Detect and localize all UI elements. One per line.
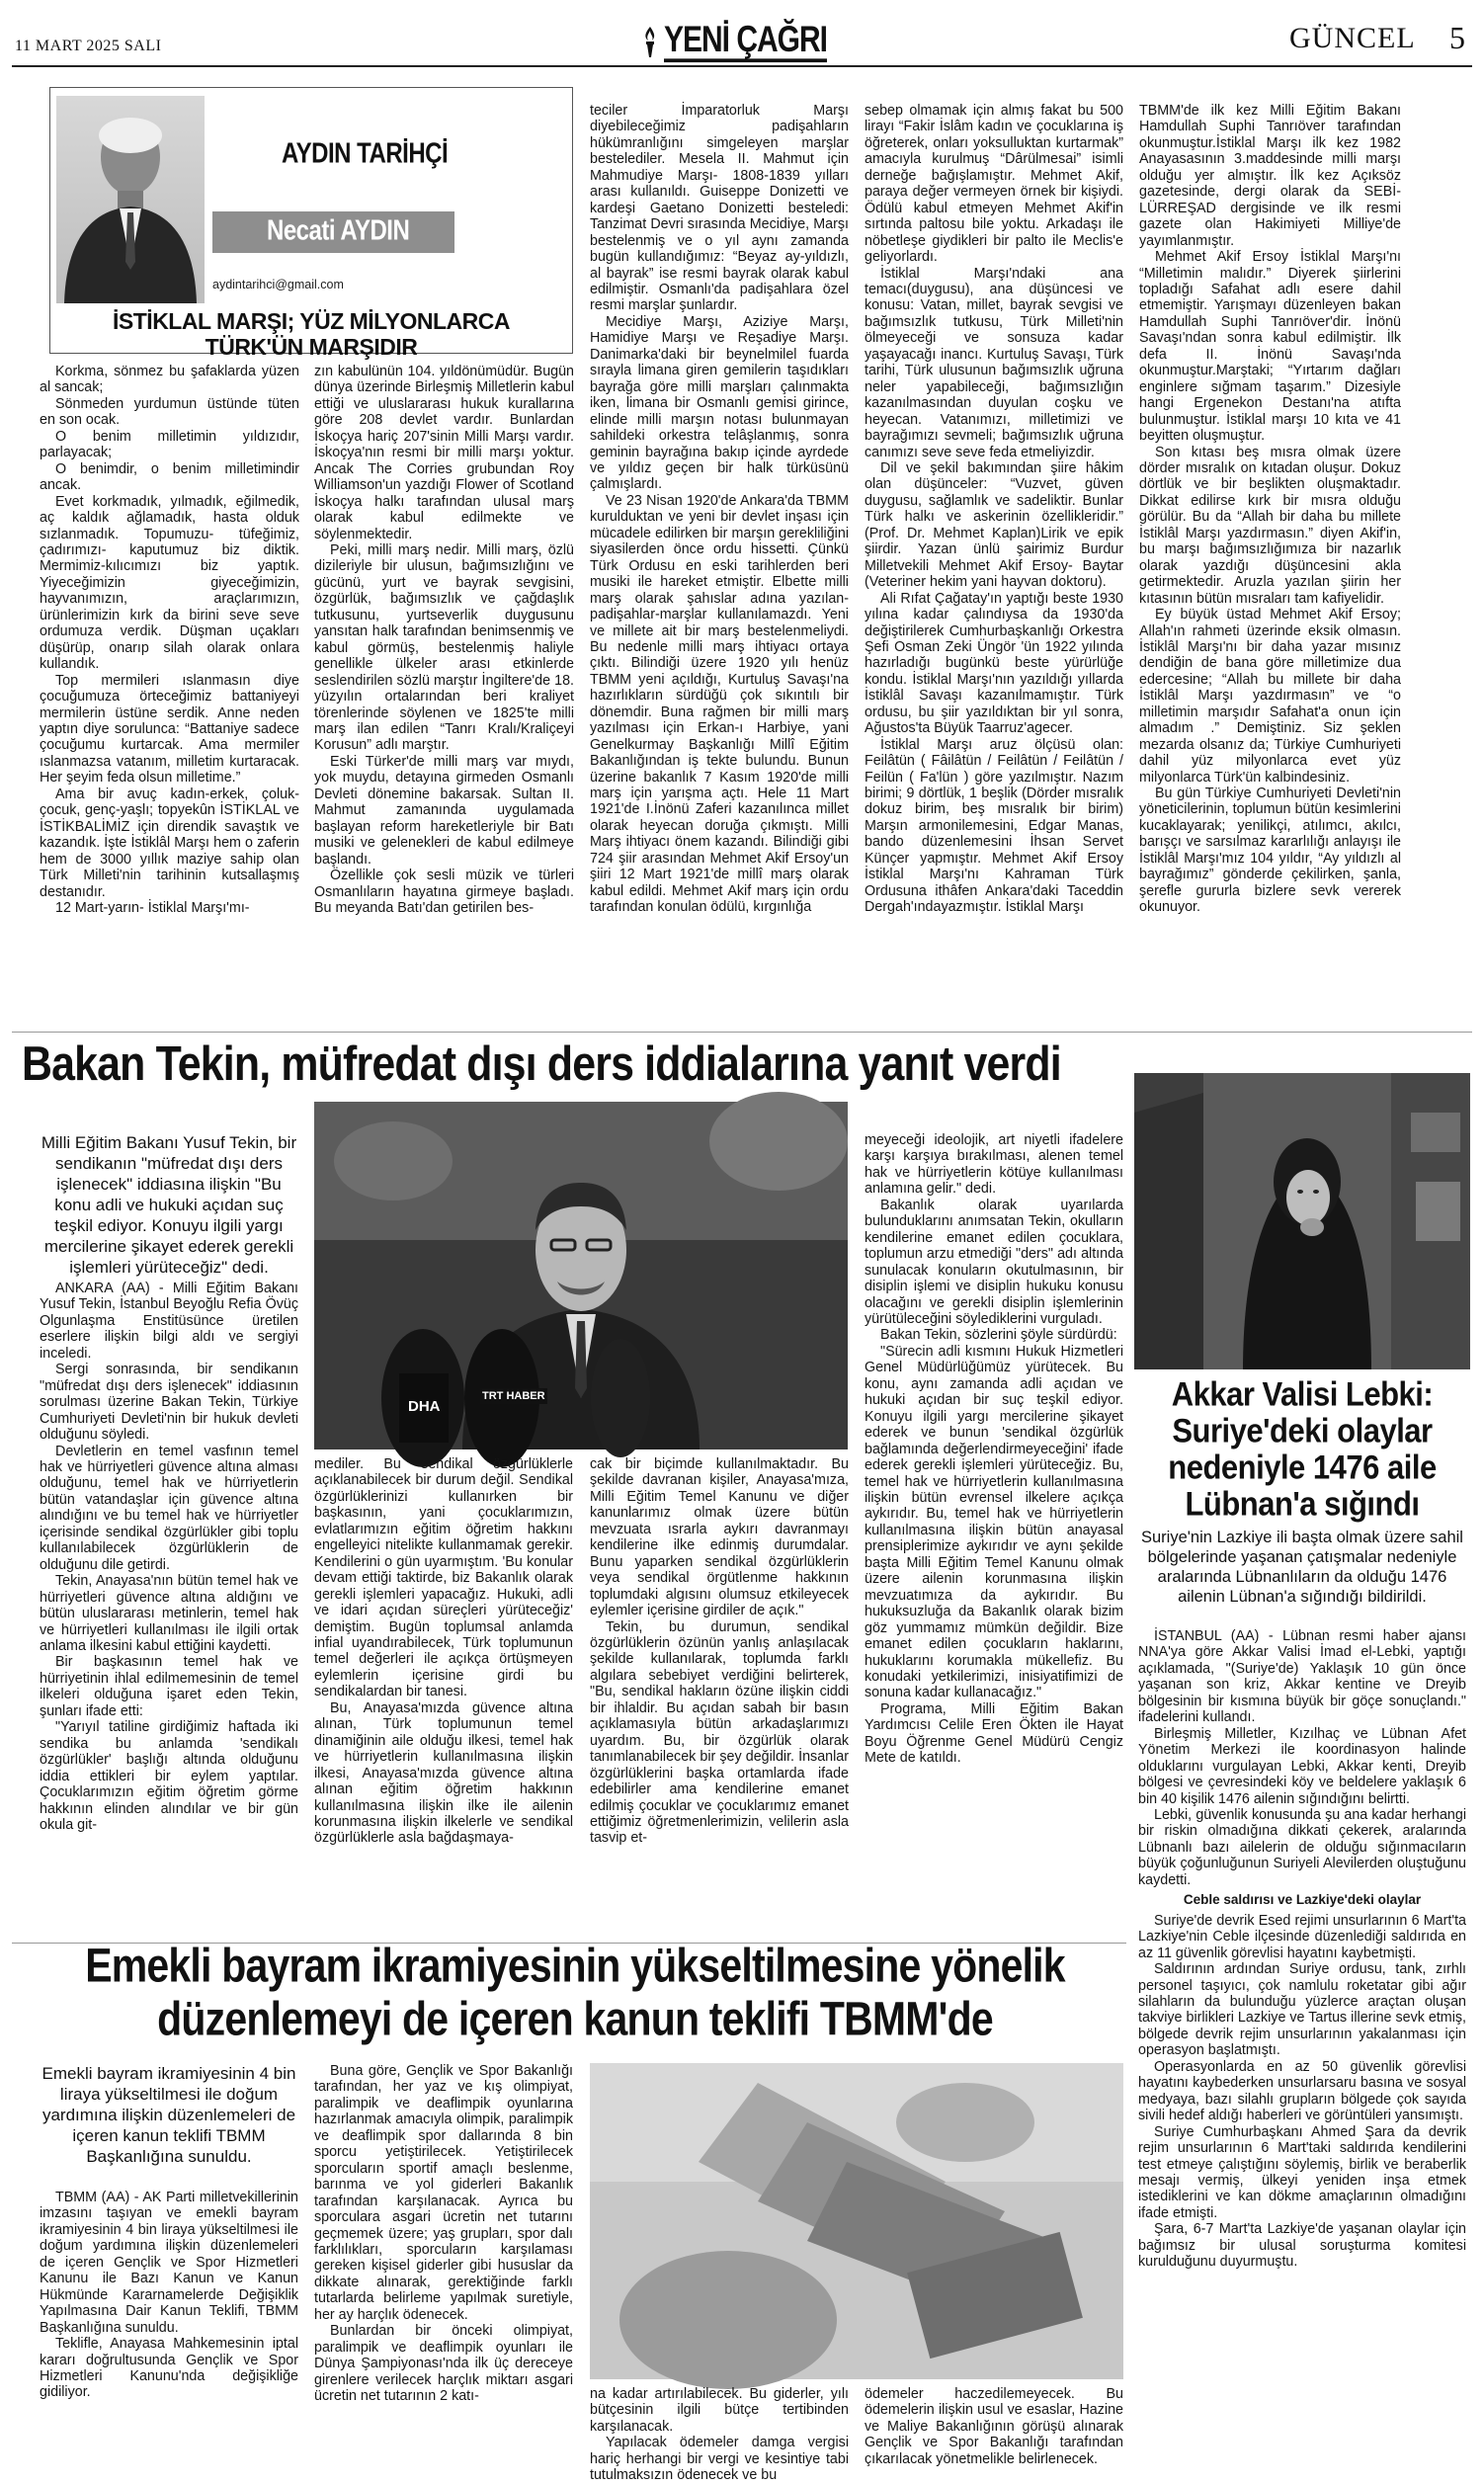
paragraph: Devletlerin en temel vasfının temel hak ve hürriyetleri güvence altına alması olduğunu, temel hak ve hürriyetlerin bütün vatandaşlar için güvence altına alındığını ve bu temel hak ve hürriyetler içerisinde sendikal özgürlükler gibi toplu kullanılabilecek özgürlüklerin de olduğunu dile getirdi. xyxy=(40,1443,298,1573)
paragraph: Yapılacak ödemeler damga vergisi hariç herhangi bir vergi ve kesintiye tabi tutulmaksızın ödenecek ve bu xyxy=(590,2435,849,2484)
torch-icon xyxy=(640,25,660,58)
paragraph: Programa, Milli Eğitim Bakan Yardımcısı Celile Eren Ökten ile Hayat Boyu Öğrenme Genel Müdürü Cengiz Mete de katıldı. xyxy=(865,1700,1123,1767)
page-number: 5 xyxy=(1449,20,1465,55)
column-text-col4 xyxy=(865,103,1123,1026)
paragraph: zın kabulünün 104. yıldönümüdür. Bugün dünya üzerinde Birleşmiş Milletlerin kabul ettiği ve uluslararası hukuk kurallarına göre 208 devlet vardır. Bunlardan İskoçya hariç 207'sinin Milli Marşı vardır. İskoçya'nın resmi bir milli marşı yoktur. Ancak The Corries grubundan Roy Williamson'un yazdığı Flower of Scotland İskoçya halkı tarafından ulusal marş olarak kabul edilmekte ve söylenmektedir. xyxy=(314,364,574,542)
tekin-col4 xyxy=(865,1132,1123,1939)
tekin-col1 xyxy=(40,1281,298,1939)
column-title xyxy=(59,308,563,360)
paragraph: TBMM (AA) - AK Parti milletvekillerinin imzasını taşıyan ve emekli bayram ikramiyesinin 4 bin liraya yükseltilmesi ile doğum yardımına ilişkin düzenlemeleri de içeren Gençlik ve Spor Hizmetleri Kanunu ile Bazı Kanun ve Kanun Hükmünde Kararnamelerde Değişiklik Yapılmasına Dair Kanun Teklifi, TBMM Başkanlığına sunuldu. xyxy=(40,2190,298,2336)
column-text-col1 xyxy=(40,364,299,1026)
newspaper-logo xyxy=(640,18,828,61)
paragraph: "Sürecin adli kısmını Hukuk Hizmetleri Genel Müdürlüğümüz yürütecek. Bu konu, aynı zamanda adli açıdan ve hukuki açıdan bir suç teşkil ediyor. Konuyu ilgili yargı mercilerine şikayet ederek ve bunun 'sendikal özgürlük bağlamında değerlendirmeyeceğini' ifade ederek gerekli işlemleri yürüteceğiz. Bu, temel hak ve hürriyetlerin kullanılmasına ilişkin bütün evrensel ilkelere açıkça aykırıdır. Bu, temel hak ve hürriyetlerin kullanılmasına ilişkin bütün anayasal prensiplerimize aykırıdır ve aynı şekilde başta Milli Eğitim Temel Kanunu olmak üzere ailenin korunmasına ilişkin mevzuatımıza da aykırıdır. Bu hukuksuzluğa da Bakanlık olarak bizim göz yummamız mümkün değildir. Bize emanet edilen çocukların haklarını, hukuklarını korumakla mükellefiz. Bu konudaki yetkilerimizi, inisiyatifimizi de sonuna kadar kullanacağız." xyxy=(865,1343,1123,1701)
emekli-headline-line2: düzenlemeyi de içeren kanun teklifi TBMM'de xyxy=(157,1991,993,2046)
paragraph: 12 Mart-yarın- İstiklal Marşı'mı- xyxy=(55,899,250,916)
paragraph: Sergi sonrasında, bir sendikanın "müfredat dışı ders işlenecek" iddiasının sorulması üzerine Bakan Tekin, Türkiye Cumhuriyeti Devleti'nin bir hukuk devleti olduğunu söyledi. xyxy=(40,1362,298,1444)
akkar-lead: Suriye'nin Lazkiye ili başta olmak üzere sahil bölgelerinde yaşanan çatışmalar nedeniyle aralarında Lübnanlıların da olduğu 1476 ailenin Lübnan'a sığındığı bildirildi. xyxy=(1141,1529,1463,1606)
paragraph: Peki, milli marş nedir. Milli marş, özlü dizileriyle bir ulusun, bağımsızlığını ve gücünü, yurt ve bayrak sevgisini, özgürlük, bağımsızlık ve çağdaşlık tutkusunu, yurtseverlik duygusunu yansıtan halk tarafından benimsenmiş ve kabul görmüş, bestelenmiş haliyle genellikle ülkeler arası etkinlerde seslendirilen sözlü marştır İngiltere'de 18. yüzyılın ortalarından beri kraliyet törenlerinde söylenen ve 1825'te milli marş ilan edilen “Tanrı Kralı/Kraliçeyi Korusun” adlı marştır. xyxy=(314,541,574,754)
tekin-col2 xyxy=(314,1456,573,1939)
tekin-lead: Milli Eğitim Bakanı Yusuf Tekin, bir sendikanın "müfredat dışı ders işlenecek" iddiasına ilişkin "Bu konu adli ve hukuki açıdan suç teşkil ediyor. Konuyu ilgili yargı mercilerine şikayet ederek gerekli işlemleri yürüteceğiz" dedi. xyxy=(41,1133,297,1277)
paragraph: "Yarıyıl tatiline girdiğimiz haftada iki sendika bu anlamda 'sendikalı özgürlükler' başlığı altında olduğunu iddia ettikleri bir eylem yaptılar. Çocuklarımızın eğitim öğretim görme hakkının elinden alındılar ve bir gün okula git- xyxy=(40,1719,298,1833)
paragraph: ANKARA (AA) - Milli Eğitim Bakanı Yusuf Tekin, İstanbul Beyoğlu Refia Övüç Olgunlaşma Enstitüsünce üretilen eserlere ilişkin bilgi aldı ve sergiyi inceledi. xyxy=(40,1281,298,1362)
page-date: 11 MART 2025 SALI xyxy=(15,38,162,54)
akkar-subhead: Ceble saldırısı ve Lazkiye'deki olaylar xyxy=(1183,1892,1422,1908)
paragraph: Teklifle, Anayasa Mahkemesinin iptal kararı doğrultusunda Gençlik ve Spor Hizmetleri Kanunu'nda değişikliğe gidiliyor. xyxy=(40,2336,298,2401)
mic-label-dha: DHA xyxy=(408,1398,441,1415)
paragraph: Şara, 6-7 Mart'ta Lazkiye'de yaşanan olaylar için bağımsız bir ulusal soruşturma komitesi kurulduğunu duyurmuştu. xyxy=(1138,2221,1466,2271)
author-photo xyxy=(56,96,205,303)
paragraph: Bunlardan bir önceki olimpiyat, paralimpik ve deaflimpik oyunları ile Dünya Şampiyonası'nda ilk üç dereceye girenlere verilecek harçlık miktarı asgari ücretin net tutarının 2 katı- xyxy=(314,2323,573,2405)
paragraph: Bakanlık olarak uyarılarda bulunduklarını anımsatan Tekin, okulların kendilerine emanet edilen çocuklara, toplumun arzu etmediği "ders" adı altında sunulacak konuların okutulmasının, bir disiplin işlemi ve disiplin hukuku konusu olacağını ve gerekli disiplin işlemlerinin yürütüleceğini söylediklerini vurguladı. xyxy=(865,1197,1123,1327)
paragraph: Evet korkmadık, yılmadık, eğilmedik, aç kaldık ağlamadık, hasta olduk sızlanmadık. Topumuzu- tüfeğimiz, çadırımızı- kaputumuz biz diktik. Mermimiz-kılıcımızı biz yaptık. Yiyeceğimizin giyeceğimizin, hayvanımızın, araçlarımızın, ürünlerimizin kırk da birini seve seve ordumuza verdik. Düşman uçakları düşürüp, onarıp silah olarak onlara kullandık. xyxy=(40,493,299,673)
section-name: GÜNCEL xyxy=(1289,22,1416,54)
paragraph: Top mermileri ıslanmasın diye çocuğumuza örteceğimiz battaniyeyi mermilerin üstüne serdik. Anne neden yaptın diye sorulunca: “Battaniye sadece çocuğumu kurtarcak. Ama mermiler ıslanmazsa vatanım, milletim kurtaracak. Her şeyim feda olsun milletime.” xyxy=(40,672,299,787)
paragraph: İSTANBUL (AA) - Lübnan resmi haber ajansı NNA'ya göre Akkar Valisi İmad el-Lebki, yaptığı açıklamada, "(Suriye'de) Yaklaşık 10 gün önce yaşanan son kriz, Akkar kentine ve Dreyib bölgesinin bir kısmına büyük bir göçe sonuçlandı." ifadelerini kullandı. xyxy=(1138,1628,1466,1726)
paragraph: İstiklal Marşı'ndaki ana temacı(duygusu), ana düşüncesi ve konusu: Vatan, millet, bayrak sevgisi ve bağımsızlık tutkusu, Türk Milleti'nin ölmeyeceği ve sonsuza kadar yaşayacağı inancı. Kurtuluş Savaşı, Türk tarihi, Türk ulusunun bağımsızlık uğruna neler yapabileceği, bağımsızlığın kazanılmasından duyulan coşku ve heyecan. Vatanımızı, milletimizi ve bayrağımızı sevmeli; bağımsızlık uğruna canımızı seve seve feda etmeliyizdir. xyxy=(865,265,1123,460)
mic-label-trt: TRT HABER xyxy=(482,1390,545,1402)
column-title-line1: İSTİKLAL MARŞI; YÜZ MİLYONLARCA xyxy=(113,308,510,334)
paragraph: Bu, Anayasa'mızda güvence altına alınan, Türk toplumunun temel dinamiğinin aile olduğu ilkesi, temel hak ve hürriyetlerin kullanılmasına ilişkin ilkesi, Anayasa'mızda güvence altına alınan eğitim öğretim hakkının kullanılmasına ilişkin ilke ile ailenin korunmasına ilişkin ilkelerle ve sendikal özgürlüklerle asla bağdaşmaya- xyxy=(314,1699,573,1847)
paragraph: na kadar artırılabilecek. Bu giderler, yılı bütçesinin ilgili bütçe tertibinden karşılanacak. xyxy=(590,2386,849,2435)
paragraph: Dil ve şekil bakımından şiire hâkim olan düşünceler: “Vuzvet, güven duygusu, sağlamlık ve sadeliktir. Bunlar Türk halkı ve askerinin özellikleridir.” (Prof. Dr. Mehmet Kaplan)Lirik ve epik şiirdir. Yazan ünlü şairimiz Burdur Milletvekili Mehmet Akif Ersoy- Baytar (Veteriner hekim yani hayvan doktoru). xyxy=(865,459,1123,591)
paragraph: Bir başkasının temel hak ve hürriyetinin ihlal edilmemesinin de temel ilkeleri olduğuna işaret eden Tekin, şunları ifade etti: xyxy=(40,1654,298,1719)
paragraph: Özellikle çok sesli müzik ve türleri Osmanlıların hayatına girmeye başladı. Bu meyanda Batı'dan getirilen bes- xyxy=(314,868,574,916)
paragraph: İstiklal Marşı aruz ölçüsü olan: Feilâtün ( Fâilâtün / Feilâtün / Feilâtün / Feilün ( Fa'lün ) göre yazılmıştır. Nazım birimi; 9 dörtlük, 1 beşlik (Dörder mısralık dokuz birim, beş mısralık bir birim) Marşın armonilemesini, Edgar Manas, bando düzenlemesini İhsan Servet Künçer yapmıştır. Mehmet Akif Ersoy İstiklal Marşı'nı Kahraman Türk Ordusuna ithâfen Ankara'daki Taceddin Dergah'ındayazmıştır. İstiklal Marşı xyxy=(865,736,1123,916)
paragraph: O benim milletimin yıldızıdır, parlayacak; xyxy=(40,428,299,461)
tekin-headline: Bakan Tekin, müfredat dışı ders iddialarına yanıt verdi xyxy=(22,1035,1061,1091)
column-text-col5 xyxy=(1139,103,1401,1026)
author-email: aydintarihci@gmail.com xyxy=(212,278,344,291)
paragraph: Mehmet Akif Ersoy İstiklal Marşı'nı “Milletimin malıdır.” Diyerek şiirlerini topladığı Safahat adlı esere dahil etmemiştir. Yarışmayı düzenleyen bakan Hamdullah Suphi Tanrıöver'dir. İnönü Savaşı'ndan sonra kabul edilmiştir. İlk defa II. İnönü Savaşı'nda okunmuştur.Marştaki; “Yırtarım dağları enginlere sığmam taşarım.” Dizesiyle hangi Ergenekon Destanı'na atıfta bulunmuştur. İstiklal marşı 10 kıta ve 41 beyitten oluşmuştur. xyxy=(1139,249,1401,445)
author-name: Necati AYDIN xyxy=(267,214,410,247)
paragraph: Sönmeden yurdumun üstünde tüten en son ocak. xyxy=(40,395,299,429)
paragraph: Tekin, Anayasa'nın bütün temel hak ve hürriyetleri güvence altına aldığını ve bütün uluslararası metinlerin, temel hak ve hürriyetleri kullanılması ile ilgili ortak anlama ilkesini kabul ettiğini kaydetti. xyxy=(40,1573,298,1654)
logo-text: YENİ ÇAĞRI xyxy=(664,21,827,61)
paragraph: Saldırının ardından Suriye ordusu, tank, zırhlı personel taşıyıcı, çok namlulu roketatar gibi ağır silahların da bulunduğu yüzlerce araçtan oluşan takviye birlikleri Lazkiye ve Tartus illerine sevk etmiş, bölgede devrik rejim unsurlarının yakalanması için operasyon başlatmıştı. xyxy=(1138,1961,1466,2059)
column-divider xyxy=(12,1032,1472,1033)
emekli-col1 xyxy=(40,2190,298,2470)
paragraph: sebep olmamak için almış fakat bu 500 lirayı “Fakir İslâm kadın ve çocuklarına iş öğreterek, onları yoksulluktan kurtarmak” amacıyla kurulmuş “Dârülmesai” isimli derneğe bağışlamıştır. Mehmet Akif, paraya değer vermeyen örnek bir kişiydi. Ödülü kabul etmeyen Mehmet Akif'in sırtında paltosu bile yoktu. Arkadaşı ile nöbetleşe giydikleri bir palto ile Meclis'e geliyorlardı. xyxy=(865,103,1123,266)
paragraph: Buna göre, Gençlik ve Spor Bakanlığı tarafından, her yaz ve kış olimpiyat, paralimpik ve deaflimpik oyunlarına hazırlanmak amacıyla olimpik, paralimpik ve deaflimpik spor dallarında 8 bin sporcu yetiştirilecek. Yetiştirilecek sporcuların sportif amaçlı beslenme, barınma ve yol giderleri Bakanlık tarafından karşılanacak. Ayrıca bu sporculara asgari ücretin net tutarını geçmemek üzere; yaş grupları, spor dalı farklılıkları, sporcuların karşılaması gereken kişisel giderler gibi hususlar da dikkate alınarak, gerektiğinde farklı tutarlarda belirleme yapılmak suretiyle, her ay harçlık ödenecek. xyxy=(314,2063,573,2323)
paragraph: Ve 23 Nisan 1920'de Ankara'da TBMM kurulduktan ve yeni bir devlet inşası için mücadele edilirken bir marşın gerekliliğini siyasilerden önce ordu hissetti. Çünkü Türk Ordusu en eski tarihlerden beri musiki ile hareket etmiştir. Elbette milli marş olarak şahıslar adına yazılan-padişahlar-marşlar kullanılamazdı. Yeni ve millete ait bir marş bestelenmeliydi. Bu nedenle milli marş ihtiyacı ortaya çıktı. Bilindiği üzere 1920 yılı henüz TBMM yeni açıldığı, Kurtuluş Savaşı'na hazırlıkların sürdüğü çok sıkıntılı bir dönemdir. Buna rağmen bir milli marş yazılması için Erkan-ı Harbiye, yani Genelkurmay Başkanlığı Millî Eğitim Bakanlığından iş tekte bulundu. Bunun üzerine bakanlık 7 Kasım 1920'de milli marş için yarışma açtı. Hele 11 Mart 1921'de I.İnönü Zaferi kazanılınca millet olarak heyecan doruğa çıkmıştı. Milli Marş ihtiyacı önem kazandı. Bilindiği gibi 724 şiir arasından Mehmet Akif Ersoy'un şiiri 12 Mart 1921'de millî marş olarak kabul edildi. Mehmet Akif marş için ordu tarafından konulan ödülü, kırgınlığa xyxy=(590,492,849,916)
emekli-lead: Emekli bayram ikramiyesinin 4 bin liraya yükseltilmesi ile doğum yardımına ilişkin düzenlemeleri de içeren kanun teklifi TBMM Başkanlığına sunuldu. xyxy=(41,2064,296,2166)
akkar-headline-line3: nedeniyle 1476 aile xyxy=(1168,1447,1437,1487)
paragraph: Tekin, bu durumun, sendikal özgürlüklerin özünün yanlış anlaşılacak şekilde kullanılarak, toplumda farklı algılara sebebiyet verdiğini belirterek, "Bu, sendikal hakların özüne ilişkin ciddi bir ihlaldir. Bu açıdan sabah bir basın açıklamasıyla bütün arkadaşlarımızı uyardım. Bu, bir özgürlük olarak tanımlanabilecek bir şey değildir. İnsanlar özgürlüklerini başka ortamlarda ifade edebilirler ama kendilerine emanet edilmiş çocuklar ve çocuklarımız emanet ettiğimiz öğretmenlerimizin, velilerin asla tasvip et- xyxy=(590,1618,849,1847)
masthead-rule xyxy=(12,65,1472,67)
tekin-col3 xyxy=(590,1456,849,1939)
akkar-headline-line2: Suriye'deki olaylar xyxy=(1172,1410,1433,1450)
tekin-photo xyxy=(314,1102,848,1449)
column-header: AYDIN TARİHÇİ xyxy=(282,137,449,170)
emekli-photo xyxy=(590,2063,1123,2379)
column-text-col2 xyxy=(314,364,574,1026)
paragraph: Son kıtası beş mısra olmak üzere dörder mısralık on kıtadan oluşur. Dokuz dörtlük ve bir beşlikten oluşmaktadır. Dikkat edilirse kırk bir mısra olduğu görülür. Bu da “Allah bir daha bu millete İstiklâl Marşı yazdırmasın.” diyen Akif'in, bu marşı bağımsızlığımıza bir nazarlık olarak yazdığı düşüncesini akla getirmektedir. Aruzla yazılan şiirin her kıtasının bütün mısraları tam kafiyelidir. xyxy=(1139,444,1401,607)
emekli-col2 xyxy=(314,2063,573,2470)
paragraph: TBMM'de ilk kez Milli Eğitim Bakanı Hamdullah Suphi Tanrıöver tarafından okunmuştur.İstiklal Marşı ilk kez 1982 Anayasasının 3.maddesinde milli marşı olduğu yer almıştır. İlk kez Açıksöz gazetesinde, dergi olarak da SEBİ-LÜRREŞAD dergisinde ve ilk resmi gazete olan Hakimiyeti Milliye'de yayımlanmıştır. xyxy=(1139,103,1401,249)
emekli-headline-line1: Emekli bayram ikramiyesinin yükseltilmesine yönelik xyxy=(85,1938,1065,1993)
emekli-headline xyxy=(22,1939,1128,2045)
paragraph: Ey büyük üstad Mehmet Akif Ersoy; Allah'ın rahmeti üzerinde eksik olmasın. İstiklâl Marşı'nı bir daha yazar mısınız dendiğin de bana göre milletimize dua edercesine; “Allah bu millete bir daha İstiklâl Marşı yazdırmasın” ve “o milletimin marşıdır Safahat'a onun için almadım .” Demiştiniz. Siz şeklen mezarda olsanız da; Türkiye Cumhuriyeti dahil yüz milyonlarca evet yüz milyonlarca Türk'ün kalbindesiniz. xyxy=(1139,607,1401,786)
paragraph: ödemeler haczedilemeyecek. Bu ödemelerin ilişkin usul ve esaslar, Hazine ve Maliye Bakanlığının görüşü alınarak Gençlik ve Spor Bakanlığı tarafından çıkarılacak yönetmelikle belirlenecek. xyxy=(865,2386,1123,2467)
paragraph: O benimdir, o benim milletimindir ancak. xyxy=(40,460,299,494)
akkar-headline-line4: Lübnan'a sığındı xyxy=(1185,1483,1420,1524)
paragraph: Ali Rıfat Çağatay'ın yaptığı beste 1930 yılına kadar çalındıysa da 1930'da değiştirilerek Cumhurbaşkanlığı Orkestra Şefi Osman Zeki Üngör 'ün 1922 yılında hazırladığı bugünkü beste yürürlüğe kondu. İstiklal Marşı'nın yazıldığı yıllarda İstiklâl Savaşı kazanılmamıştır. Türk ordusu, bu şiir yazıldıktan bir yıl sonra, Ağustos'ta Büyük Taarruz'agecer. xyxy=(865,590,1123,737)
paragraph: meyeceği ideolojik, art niyetli ifadelere karşı karşıya bırakılması, alenen temel hak ve hürriyetlerin kötüye kullanılması anlamına gelir." dedi. xyxy=(865,1132,1123,1198)
emekli-col4 xyxy=(865,2386,1123,2473)
paragraph: Birleşmiş Milletler, Kızılhaç ve Lübnan Afet Yönetim Merkezi ile koordinasyon halinde olduklarını vurgulayan Lebki, Akkar kenti, Dreyib bölgesi ve çevresindeki köy ve beldelere yaklaşık 6 bin 40 kişilik 1476 ailenin sığındığını belirtti. xyxy=(1138,1725,1466,1807)
paragraph: Eski Türker'de milli marş var mıydı, yok muydu, detayına girmeden Osmanlı Devleti dönemine bakarsak. Sultan II. Mahmut zamanında uygulamada başlayan reform hareketleriyle bir Batı musiki ve gelenekleri de kabul edilmeye başlandı. xyxy=(314,753,574,868)
paragraph: Suriye'de devrik Esed rejimi unsurlarının 6 Mart'ta Lazkiye'nin Ceble ilçesinde düzenlediği saldırıda en az 11 güvenlik görevlisi hayatını kaybetmişti. xyxy=(1138,1912,1466,1961)
emekli-col3 xyxy=(590,2386,849,2484)
paragraph: Mecidiye Marşı, Aziziye Marşı, Hamidiye Marşı ve Reşadiye Marşı. Danimarka'daki bir beynelmilel fuarda sırayla limana giren gemilerin taşıdıkları bayrağa göre milli marşları çalınmakta iken, limana bir Osmanlı gemisi girince, elinde milli marşın notası bulunmayan sahildeki orkestra telâşlanmış, sonra geminin bayrağına bakıp içinde ayrdede ve yıldız geçen bir halk türküsünü çalmışlardı. xyxy=(590,313,849,493)
paragraph: Suriye Cumhurbaşkanı Ahmed Şara da devrik rejim unsurlarının 6 Mart'taki saldırıda kendilerini test etmeye çalıştığını söylemiş, birlik ve beraberlik mesajı vermiş, ülkeyi yeniden inşa etmek istediklerini ve kan dökme amaçlarının olmadığını ifade etmişti. xyxy=(1138,2123,1466,2221)
paragraph: teciler İmparatorluk Marşı diyebileceğimiz padişahların hükümranlığını simgeleyen marşlar bestelediler. Mesela II. Mahmut için Mahmudiye Marşı- 1808-1839 yılları arası kullanıldı. Guiseppe Donizetti ve kardeşi Gaetano Donizetti besteledi: Tanzimat Devri sırasında Mecidiye, Marşı bestelenmiş ve o yıl aynı zamanda bugün kullandığımız: “Beyaz ay-yıldızlı, al bayrak” ise resmi bayrak olarak kabul edilmiştir. Osmanlı'da padişahlara özel resmi marşlar şunlardır. xyxy=(590,103,849,314)
paragraph: Bu gün Türkiye Cumhuriyeti Devleti'nin yöneticilerinin, toplumun bütün kesimlerini kucaklayarak; yenilikçi, atılımcı, akılcı, barışçı ve sarsılmaz kararlılığı anlayışı ile İstiklâl Marşı'mız 104 yıldır, “Ay yıldızlı al bayrağımız” gönderde çekilirken, şanla, şerefle gururla bizlere sevk vererek okunuyor. xyxy=(1139,786,1401,916)
akkar-photo xyxy=(1134,1073,1470,1369)
paragraph: Korkma, sönmez bu şafaklarda yüzen al sancak; xyxy=(40,364,299,396)
paragraph: mediler. Bu sendikal özgürlüklerle açıklanabilecek bir durum değil. Sendikal özgürlüklerinizi kullanırken bir başkasının, yani çocuklarımızın, evlatlarımızın eğitim öğretim hakkını engelleyici nitelikte kullanmamak gerekir. Kendilerini o gün uyarmıştım. 'Bu konular devam ettiği taktirde, biz Bakanlık olarak gerekli işlemleri yapacağız. Hukuki, adli ve idari açıdan süreçleri yürüteceğiz' demiştim. Bugün toplumsal anlamda infial uyandırabilecek, Türk toplumunun temel değerleri ile açıkça örtüşmeyen eylemlerin içerisine girdi bu sendikalardan bir tanesi. xyxy=(314,1456,573,1700)
paragraph: Bakan Tekin, sözlerini şöyle sürdürdü: xyxy=(880,1327,1117,1344)
paragraph: Operasyonlarda en az 50 güvenlik görevlisi hayatını kaybederken unsurlarsaru basına ve sosyal medyaya, bazı silahlı grupların bölgede çok sayıda sivili hedef aldığı haberleri ve görüntüleri yansımıştı. xyxy=(1138,2058,1466,2124)
column-title-line2: TÜRK'ÜN MARŞIDIR xyxy=(205,334,418,360)
paragraph: Ama bir avuç kadın-erkek, çoluk-çocuk, genç-yaşlı; topyekûn İSTİKLAL ve İSTİKBALİMİZ için direndik savaştık ve kazandık. İşte İstiklâl Marşı hem o zaferin hem de 3000 yıllık maziye sahip olan Türk Milleti'nin tarihinin kutsallaşmış destanıdır. xyxy=(40,786,299,900)
akkar-headline xyxy=(1134,1375,1470,1522)
paragraph: Lebki, güvenlik konusunda şu ana kadar herhangi bir riskin olmadığına dikkati çekerek, aralarında Lübnanlı bazı ailelerin de olduğu sığınmacıların büyük çoğunluğunun Suriyeli Alevilerden oluştuğunu kaydetti. xyxy=(1138,1806,1466,1888)
akkar-headline-line1: Akkar Valisi Lebki: xyxy=(1171,1373,1434,1414)
column-text-col3 xyxy=(590,103,849,1026)
akkar-body xyxy=(1138,1628,1466,2470)
paragraph: cak bir biçimde kullanılmaktadır. Bu şekilde davranan kişiler, Anayasa'mıza, Milli Eğitim Temel Kanunu ve diğer kanunlarımız olmak üzere bütün mevzuata ısrarla aykırı davranmayı kendilerine ilke edinmiş durumdalar. Bunu yaparken sendikal özgürlüklerin veya sendikal örgütlenme hakkının toplumdaki algısını olumsuz etkileyecek eylemler içerisine girdiler de açık." xyxy=(590,1456,849,1619)
